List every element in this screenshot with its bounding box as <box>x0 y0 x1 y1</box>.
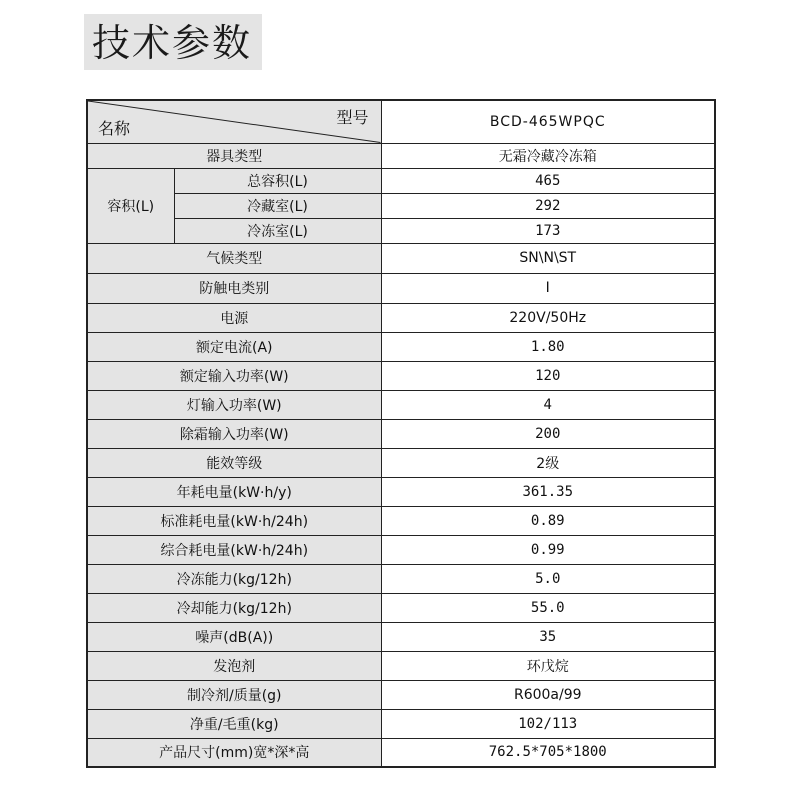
row-label: 噪声(dB(A)) <box>87 622 381 651</box>
row-label: 除霜输入功率(W) <box>87 419 381 448</box>
row-label: 气候类型 <box>87 243 381 273</box>
table-row <box>87 361 715 390</box>
row-value: 292 <box>381 193 715 218</box>
table-row <box>87 593 715 622</box>
row-label: 发泡剂 <box>87 651 381 680</box>
row-label: 总容积(L) <box>174 168 381 193</box>
table-row <box>87 680 715 709</box>
row-value: 1.80 <box>381 332 715 361</box>
model-value: BCD-465WPQC <box>381 100 715 143</box>
row-label: 器具类型 <box>87 143 381 168</box>
table-row <box>87 477 715 506</box>
table-header-row <box>87 100 715 143</box>
row-label: 冷却能力(kg/12h) <box>87 593 381 622</box>
row-value: I <box>381 273 715 303</box>
row-value: 55.0 <box>381 593 715 622</box>
row-label: 制冷剂/质量(g) <box>87 680 381 709</box>
row-value: 2级 <box>381 448 715 477</box>
row-label: 电源 <box>87 303 381 332</box>
table-row <box>87 332 715 361</box>
row-value: 35 <box>381 622 715 651</box>
row-value: SN\N\ST <box>381 243 715 273</box>
table-row <box>87 535 715 564</box>
table-row <box>87 168 715 193</box>
table-row <box>87 243 715 273</box>
row-label: 防触电类别 <box>87 273 381 303</box>
table-row <box>87 419 715 448</box>
row-label: 净重/毛重(kg) <box>87 709 381 738</box>
header-model-label: 型号 <box>336 108 369 127</box>
table-row <box>87 273 715 303</box>
row-label: 额定电流(A) <box>87 332 381 361</box>
row-value: 120 <box>381 361 715 390</box>
table-row <box>87 390 715 419</box>
header-name-model-cell <box>87 100 381 143</box>
row-value: 0.89 <box>381 506 715 535</box>
table-row <box>87 303 715 332</box>
table-row <box>87 622 715 651</box>
table-row <box>87 143 715 168</box>
table-row <box>87 709 715 738</box>
row-value: 无霜冷藏冷冻箱 <box>381 143 715 168</box>
table-row <box>87 738 715 767</box>
row-label: 额定输入功率(W) <box>87 361 381 390</box>
table-row <box>87 218 715 243</box>
capacity-group-label: 容积(L) <box>87 168 174 243</box>
row-label: 年耗电量(kW·h/y) <box>87 477 381 506</box>
row-value: 环戊烷 <box>381 651 715 680</box>
row-value: 200 <box>381 419 715 448</box>
row-value: 102/113 <box>381 709 715 738</box>
row-label: 综合耗电量(kW·h/24h) <box>87 535 381 564</box>
row-value: 361.35 <box>381 477 715 506</box>
row-value: 5.0 <box>381 564 715 593</box>
row-value: 762.5*705*1800 <box>381 738 715 767</box>
row-label: 能效等级 <box>87 448 381 477</box>
row-value: 173 <box>381 218 715 243</box>
header-name-label: 名称 <box>98 118 131 138</box>
row-label: 产品尺寸(mm)宽*深*高 <box>87 738 381 767</box>
row-value: 4 <box>381 390 715 419</box>
table-row <box>87 564 715 593</box>
row-value: 465 <box>381 168 715 193</box>
row-label: 标准耗电量(kW·h/24h) <box>87 506 381 535</box>
page-title: 技术参数 <box>92 21 253 65</box>
row-label: 冷冻能力(kg/12h) <box>87 564 381 593</box>
table-row <box>87 506 715 535</box>
row-value: 0.99 <box>381 535 715 564</box>
row-label: 灯输入功率(W) <box>87 390 381 419</box>
row-value: 220V/50Hz <box>381 303 715 332</box>
row-label: 冷冻室(L) <box>174 218 381 243</box>
table-row <box>87 651 715 680</box>
table-row <box>87 193 715 218</box>
row-value: R600a/99 <box>381 680 715 709</box>
spec-table <box>86 99 716 768</box>
row-label: 冷藏室(L) <box>174 193 381 218</box>
table-row <box>87 448 715 477</box>
